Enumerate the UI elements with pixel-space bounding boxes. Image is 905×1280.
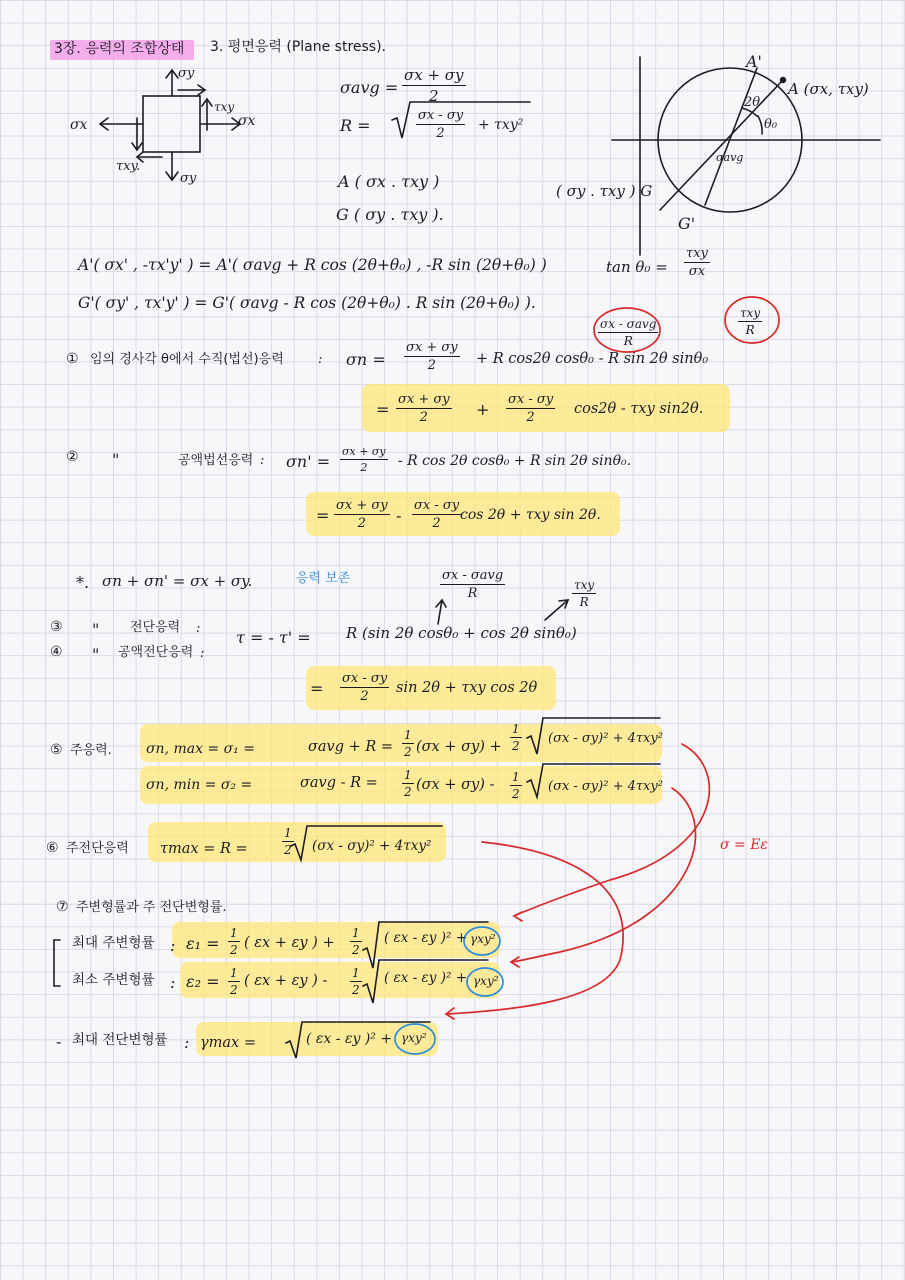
item5-min-frac-b: $\frac{1}{2}$: [512, 770, 520, 801]
item8-label: 최대 전단변형률: [72, 1032, 168, 1048]
item1-plus: +: [476, 400, 490, 419]
item3-number: ③: [50, 619, 63, 635]
bracket: [54, 940, 60, 986]
item7-min-label: 최소 주변형률: [72, 972, 155, 988]
item2-number: ②: [66, 449, 79, 465]
item4-number: ④: [50, 644, 63, 660]
item2-lhs: σn' =: [286, 452, 331, 471]
item5-min-lhs: σn, min = σ₂ =: [146, 777, 253, 793]
red-arrow-2: [512, 788, 695, 962]
item4-title: 공액전단응력: [118, 645, 194, 660]
item5-max-sqrt: (σx - σy)² + 4τxy²: [548, 731, 663, 746]
item7-min-circ: γxy²: [473, 974, 499, 988]
note-text: σn + σn' = σx + σy.: [102, 572, 253, 590]
r-lhs: R =: [340, 116, 371, 135]
item5-max-mid: σavg + R =: [308, 739, 394, 755]
g-prime-eq: G'( σy' , τx'y' ) = G'( σavg - R cos (2θ+θ₀) . R sin (2θ+θ₀) ).: [78, 294, 536, 312]
circled-cos-fraction: σx - σavg R: [600, 317, 657, 348]
item7-max-frac-a: $\frac{1}{2}$: [230, 926, 238, 957]
mohr-theta0: θ₀: [764, 117, 778, 132]
label-sy-bottom: σy: [180, 171, 197, 186]
item7-max-colon: :: [170, 936, 176, 955]
item7-max-a: ( εx + εy ) +: [244, 935, 335, 951]
note-fraction-1: σx - σavg R: [442, 568, 504, 601]
item8-circ: γxy²: [401, 1031, 427, 1045]
item5-title: 주응력.: [70, 743, 112, 758]
item7-min-frac-b: $\frac{1}{2}$: [352, 966, 360, 997]
item8-colon: :: [184, 1033, 190, 1052]
label-sy-top: σy: [178, 66, 195, 81]
item7-max-lhs: ε₁ =: [186, 934, 220, 953]
savg-fraction: $\frac{\sigma x + \sigma y}{2}$: [404, 66, 464, 105]
item7-title: 주변형률과 주 전단변형률.: [76, 900, 227, 915]
item2-minus: -: [396, 506, 402, 525]
item4-fraction: $\frac{\sigma x - \sigma y}{2}$: [342, 671, 388, 704]
item8-dash: -: [56, 1032, 62, 1051]
item7-max-label: 최대 주변형률: [72, 935, 155, 951]
item2-ditto: ": [112, 450, 120, 469]
note-star: *.: [76, 573, 90, 592]
r-fraction: $\frac{\sigma x - \sigma y}{2}$: [418, 108, 464, 141]
item1-rest: + R cos2θ cosθ₀ - R sin 2θ sinθ₀: [476, 351, 709, 367]
hooke-law: σ = Eε: [720, 837, 768, 853]
red-arrow-3: [446, 842, 623, 1014]
theta0-arc: [758, 116, 762, 134]
tan-lhs: tan θ₀ =: [606, 258, 668, 276]
chapter-title: 3장. 응력의 조합상태: [54, 41, 185, 57]
tan-fraction: τxy σx: [686, 246, 708, 279]
item5-max-lhs: σn, max = σ₁ =: [146, 741, 255, 757]
item1-title: 임의 경사각 θ에서 수직(법선)응력: [90, 352, 284, 367]
mohr-point-A: A (σx, τxy): [788, 80, 869, 98]
item3-title: 전단응력: [130, 620, 181, 635]
item5-max-frac-a: $\frac{1}{2}$: [404, 728, 412, 759]
savg-lhs: σavg =: [340, 78, 399, 97]
item7-max-circ: γxy²: [470, 932, 496, 946]
item6-title: 주전단응력: [66, 841, 129, 856]
item7-min-sqrt: ( εx - εy )² +: [384, 970, 468, 986]
mohr-A-prime: A': [746, 52, 762, 71]
item5-min-mid: σavg - R =: [300, 775, 378, 791]
item7-number: ⑦: [56, 899, 69, 915]
item6-lhs: τmax = R =: [160, 841, 248, 857]
note-fraction-2: τxy R: [574, 578, 595, 609]
item4-eq2: =: [310, 679, 324, 698]
item7-max-sqrt: ( εx - εy )² +: [384, 930, 468, 946]
item4-colon: :: [200, 646, 205, 661]
item6-number: ⑥: [46, 840, 59, 856]
label-sx-left: σx: [70, 117, 88, 133]
item1-eq2: =: [376, 400, 390, 419]
item8-sqrt: ( εx - εy )² +: [306, 1031, 393, 1047]
item8-lhs: γmax =: [200, 1035, 256, 1051]
label-txy-bottom: τxy.: [116, 159, 141, 174]
item1-fraction-a: $\frac{\sigma x + \sigma y}{2}$: [406, 340, 458, 373]
mohr-point-G: ( σy . τxy ) G: [556, 182, 653, 200]
point-G: G ( σy . τxy ).: [336, 205, 444, 224]
item6-frac: $\frac{1}{2}$: [284, 826, 292, 857]
note-blue: 응력 보존: [296, 571, 351, 586]
item4-rest: R (sin 2θ cosθ₀ + cos 2θ sinθ₀): [346, 624, 577, 642]
item5-min-sqrt: (σx - σy)² + 4τxy²: [548, 779, 663, 794]
item5-max-a: (σx + σy) +: [416, 739, 502, 755]
item7-min-frac-a: $\frac{1}{2}$: [230, 966, 238, 997]
item5-max-frac-b: $\frac{1}{2}$: [512, 722, 520, 753]
item1-colon: :: [318, 352, 323, 367]
item3-colon: :: [196, 621, 201, 636]
circled-sin-fraction: τxy R: [740, 306, 761, 337]
mohr-diameter-Aprime: [705, 68, 757, 205]
item5-number: ⑤: [50, 742, 63, 758]
mohr-G-prime: G': [678, 214, 696, 233]
item7-min-a: ( εx + εy ) -: [244, 973, 328, 989]
item7-min-colon: :: [170, 973, 176, 992]
item7-max-frac-b: $\frac{1}{2}$: [352, 926, 360, 957]
item1-fraction-b: $\frac{\sigma x + \sigma y}{2}$: [398, 392, 450, 425]
item5-min-frac-a: $\frac{1}{2}$: [404, 768, 412, 799]
item2-rest2: cos 2θ + τxy sin 2θ.: [460, 507, 601, 523]
item2-title: 공액법선응력: [178, 453, 254, 468]
item3-ditto: ": [92, 620, 100, 639]
item5-min-a: (σx + σy) -: [416, 777, 495, 793]
mohr-savg: σavg: [716, 151, 744, 164]
item4-ditto: ": [92, 645, 100, 664]
item2-fraction-b: $\frac{\sigma x + \sigma y}{2}$: [336, 498, 388, 531]
point-A: A ( σx . τxy ): [338, 172, 440, 191]
item4-lhs: τ = - τ' =: [236, 628, 311, 647]
item1-lhs: σn =: [346, 350, 386, 369]
item2-fraction-c: $\frac{\sigma x - \sigma y}{2}$: [414, 498, 460, 531]
item1-fraction-c: $\frac{\sigma x - \sigma y}{2}$: [508, 392, 554, 425]
r-tail: + τxy²: [478, 117, 524, 133]
item1-rest2: cos2θ - τxy sin2θ.: [574, 401, 704, 417]
section-title: 3. 평면응력 (Plane stress).: [210, 39, 387, 55]
mohr-two-theta: 2θ: [744, 95, 761, 110]
stress-element-square: [143, 96, 200, 152]
item2-rest: - R cos 2θ cosθ₀ + R sin 2θ sinθ₀.: [398, 453, 632, 469]
item4-rest2: sin 2θ + τxy cos 2θ: [396, 680, 538, 696]
label-sx-right: σx: [238, 113, 256, 129]
item2-fraction-a: $\frac{\sigma x + \sigma y}{2}$: [342, 445, 386, 474]
item2-eq2: =: [316, 506, 330, 525]
a-prime-eq: A'( σx' , -τx'y' ) = A'( σavg + R cos (2θ+θ₀) , -R sin (2θ+θ₀) ): [78, 256, 547, 274]
item1-number: ①: [66, 351, 79, 367]
item6-sqrt: (σx - σy)² + 4τxy²: [312, 838, 432, 854]
mohr-diameter-A: [660, 80, 783, 210]
item7-min-lhs: ε₂ =: [186, 972, 220, 991]
red-arrow-1: [516, 744, 709, 915]
item2-colon: :: [260, 453, 265, 468]
label-txy-right: τxy: [214, 100, 235, 114]
